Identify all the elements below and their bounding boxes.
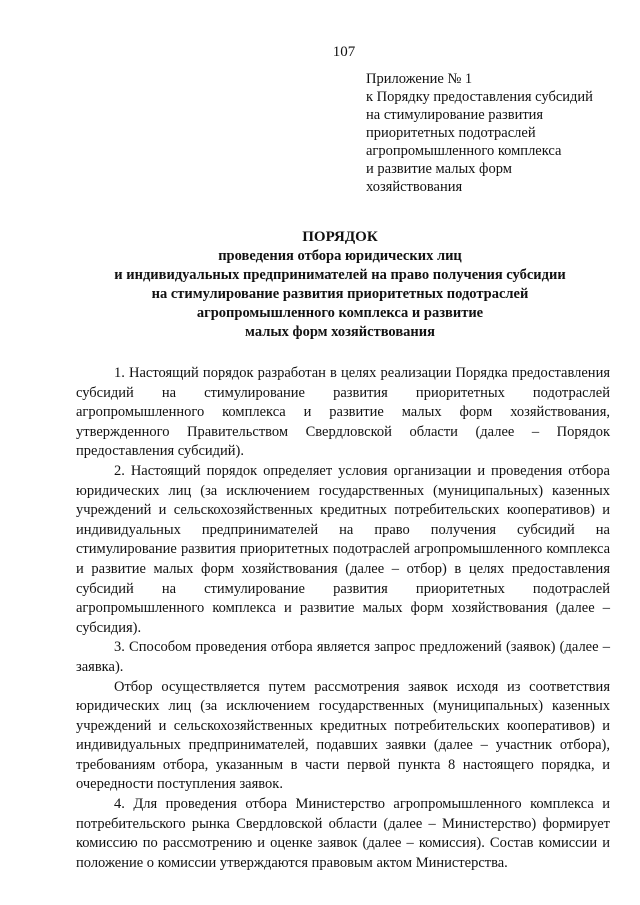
paragraph-2: 2. Настоящий порядок определяет условия организации и проведения отбора юридических лиц (за исключением государственных (муниципальных) казенных учреждений и сельскохозяйственных кредитных потребительских кооперативов) и индивидуальных предпринимателей на право получения субсидий на стимулирование развития приоритетных подотраслей агропромышленного комплекса и развитие малых форм хозяйствования (далее – отбор) в целях предоставления субсидий на стимулирование развития приоритетных подотраслей агропромышленного комплекса и развитие малых форм хозяйствования (далее – субсидия). <box>76 462 610 636</box>
appendix-line: приоритетных подотраслей <box>366 125 536 141</box>
appendix-line: хозяйствования <box>366 179 463 195</box>
title-main: ПОРЯДОК <box>302 229 378 245</box>
title-line: малых форм хозяйствования <box>245 324 435 340</box>
appendix-line: на стимулирование развития <box>366 107 544 123</box>
appendix-line: Приложение № 1 <box>366 71 473 87</box>
title-line: агропромышленного комплекса и развитие <box>196 305 484 321</box>
appendix-line: к Порядку предоставления субсидий <box>366 89 593 105</box>
title-line: и индивидуальных предпринимателей на право получения субсидии <box>114 267 566 283</box>
appendix-header <box>366 70 626 196</box>
page-number: 107 <box>332 44 356 60</box>
paragraph-3-continued: Отбор осуществляется путем рассмотрения заявок исходя из соответствия юридических лиц (за исключением государственных (муниципальных) казенных учреждений и сельскохозяйственных кредитных потребительских кооперативов) и индивидуальных предпринимателей, подавших заявки (далее – участник отбора), требованиям отбора, указанным в части первой пункта 8 настоящего порядка, и очередности поступления заявок. <box>76 678 610 793</box>
appendix-line: и развитие малых форм <box>366 161 512 177</box>
document-title <box>60 228 620 342</box>
title-line: на стимулирование развития приоритетных подотраслей <box>151 286 529 302</box>
paragraph-4: 4. Для проведения отбора Министерство агропромышленного комплекса и потребительского рынка Свердловской области (далее – Министерство) формирует комиссию по рассмотрению и оценке заявок (далее – комиссия). Состав комиссии и положение о комиссии утверждаются правовым актом Министерства. <box>76 796 610 871</box>
paragraph-3: 3. Способом проведения отбора является запрос предложений (заявок) (далее – заявка). <box>76 639 610 675</box>
paragraph-1: 1. Настоящий порядок разработан в целях реализации Порядка предоставления субсидий на стимулирование развития приоритетных подотраслей агропромышленного комплекса и развитие малых форм хозяйствования, утвержденного Правительством Свердловской области (далее – Порядок предоставления субсидий). <box>76 365 610 460</box>
appendix-line: агропромышленного комплекса <box>366 143 562 159</box>
document-body <box>76 364 610 873</box>
title-line: проведения отбора юридических лиц <box>218 248 462 264</box>
